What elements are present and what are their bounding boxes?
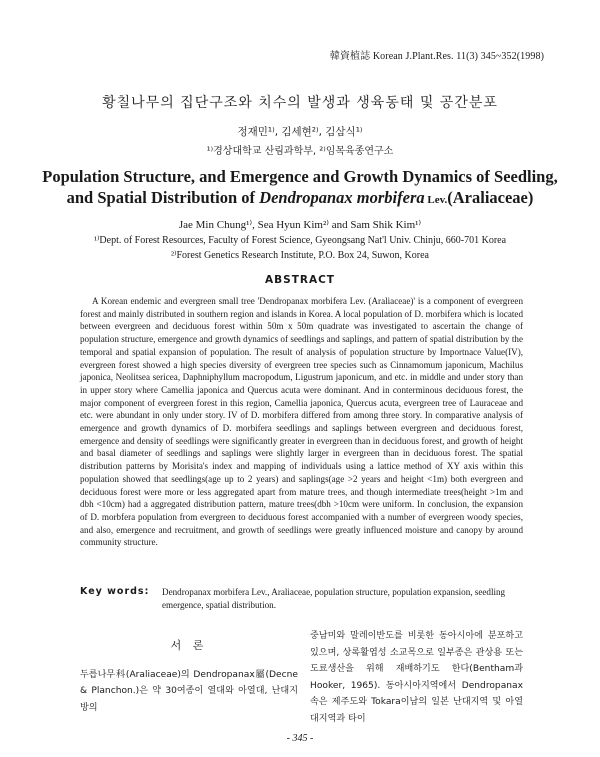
journal-citation: 韓資植誌 Korean J.Plant.Res. 11(3) 345~352(1998) — [329, 51, 544, 62]
affiliation-english-1: ¹⁾Dept. of Forest Resources, Faculty of Forest Science, Gyeongsang Nat'l Univ. Chinju, 660-701 Korea — [93, 235, 507, 246]
intro-paragraph-right: 중남미와 말레이반도를 비롯한 동아시아에 분포하고 있으며, 상록활엽성 소교목으로 일부종은 관상용 또는 도료생산을 위해 재배하기도 한다(Bentham과 Hooker, 1965). 동아시아지역에서 Dendropanax속은 제주도와 Tokara이남의 일본 난대지역 및 아열대지역과 타이 — [310, 631, 523, 724]
keywords — [80, 586, 523, 611]
page-number: - 345 - — [286, 733, 314, 744]
abstract-heading: ABSTRACT — [265, 274, 335, 286]
title-english-line2 — [40, 187, 560, 211]
affiliation-english-2: ²⁾Forest Genetics Research Institute, P.O. Box 24, Suwon, Korea — [171, 250, 429, 261]
keywords-text: Dendropanax morbifera Lev., Araliaceae, population structure, population expansion, seedling emergence, spatial distribution. — [162, 587, 506, 610]
title-species: Dendropanax morbifera — [259, 188, 425, 207]
authors-korean: 정재민¹⁾, 김세현²⁾, 김삼식¹⁾ — [237, 126, 363, 138]
title-korean: 황칠나무의 집단구조와 치수의 발생과 생육동태 및 공간분포 — [102, 95, 498, 111]
keywords-label: Key words: — [80, 586, 150, 597]
title-english-line1: Population Structure, and Emergence and Growth Dynamics of Seedling, — [42, 167, 558, 186]
intro-paragraph-left: 두릅나무科(Araliaceae)의 Dendropanax屬(Decne & Planchon.)은 약 30여종이 열대와 아열대, 난대지방의 — [80, 669, 298, 713]
intro-column-left — [80, 634, 298, 716]
title-english — [40, 166, 560, 211]
title-family: (Araliaceae) — [447, 188, 534, 207]
title-english-prefix: and Spatial Distribution of — [66, 188, 260, 207]
section-heading-introduction: 서 론 — [170, 639, 208, 652]
intro-column-right — [310, 628, 523, 727]
abstract-text: A Korean endemic and evergreen small tree 'Dendropanax morbifera Lev. (Araliaceae)' is a component of evergreen forest and mainly distributed in southern region and islands in Korea. A local population of D. morbifera which is located between evergreen and deciduous forest within 50m x 50m quadrate was investigated to ascertain the change of population structure, emergence and growth dynamics of seedlings and saplings, and pattern of spatial distribution by the temporal and spatial expansion of population. The result of analysis of population structure by Importnace Value(IV), evergreen forest showed a high species diversity of evergreen tree species such as Cinnamomum japonicum, Machilus japonica, Neolitsea sericea, Daphniphyllum macropodum, Ligustrum japonicum, and etc. in middle and under story than in upper story where Camellia japonica and Quercus acuta were dominant. And in conterminous deciduous forest, the major component of evergreen forest in this region, Camellia japonica, Quercus acuta, evergreen tree of Lauraceae and etc. were abundant in only under story. IV of D. morbifera differed from among three story. In comparative analysis of emergence and growth dynamics of D. morbifera seedlings and saplings between evergreen and deciduous forest, emergence and density of seedlings were significantly greater in evergreen than in deciduous forest, and growth of height and basal diameter of seedlings and saplings were slightly larger in evergreen than in deciduous forest. The spatial distribution patterns by Morisita's index and mapping of individuals using a lattice method of XY axis within this population showed that seedlings(age up to 2 years) and saplings(age >2 years and height <1m) both evergreen and deciduous forest were more or less aggregated apart from mature trees, and though intermediate trees(height >1m and dbh <10cm) had a aggregated distribution pattern, mature trees(dbh >10cm were uniform. In conclusion, the expansion of D. morbfera population from evergreen to deciduous forest accompanied with a number of evergreen woody species, and also, emergence and recruitment, and growth of seedlings were greatly influenced moisture and canopy by around community structure. — [80, 296, 523, 548]
authors-english: Jae Min Chung¹⁾, Sea Hyun Kim²⁾ and Sam Shik Kim¹⁾ — [178, 219, 422, 231]
affiliations-korean: ¹⁾경상대학교 산림과학부, ²⁾임목육종연구소 — [206, 146, 394, 157]
title-authority: Lev. — [424, 194, 448, 206]
